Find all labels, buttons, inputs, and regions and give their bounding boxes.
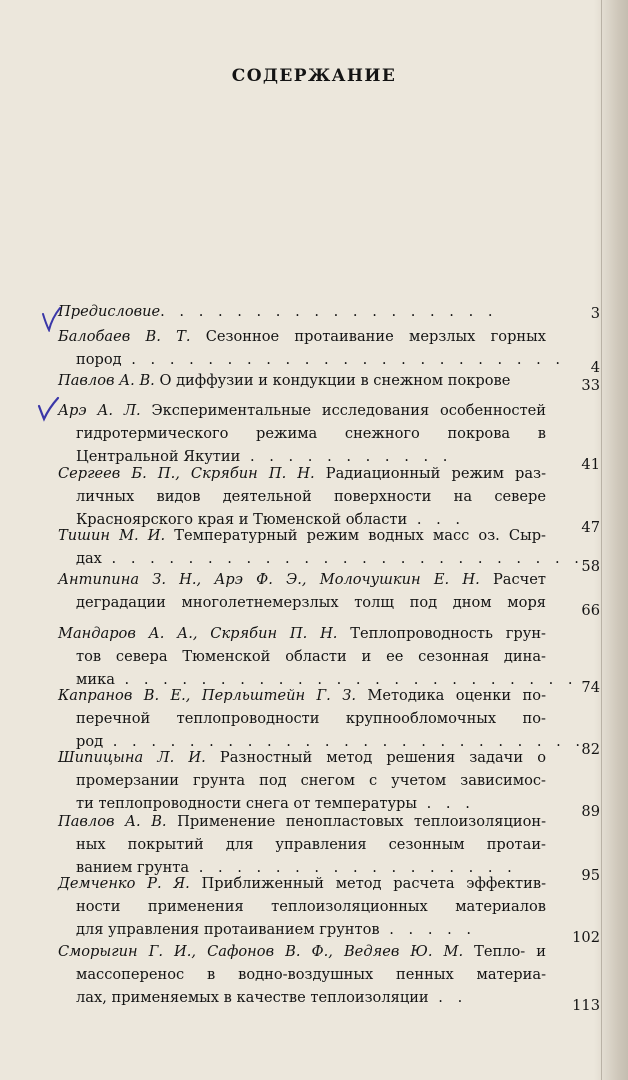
toc-entry-line <box>58 300 558 323</box>
toc-title-text: О диффузии и кондукции в снежном покрове <box>154 372 511 389</box>
pen-checkmark <box>36 396 60 422</box>
toc-author: Демченко Р. Я. <box>58 875 190 892</box>
page-title: СОДЕРЖАНИЕ <box>231 66 397 86</box>
toc-entry-line <box>58 645 546 668</box>
toc-title-text: Экспериментальные исследования особенностей <box>140 402 547 419</box>
toc-title-text: Тепло- и <box>463 943 546 960</box>
toc-entry-line <box>58 485 546 508</box>
toc-entry-line <box>58 895 546 918</box>
toc-leader-dots: . . . . . . . . . . . . . . . . . . <box>160 303 498 320</box>
toc-title-text: Расчет <box>479 571 546 588</box>
toc-entry <box>58 568 558 614</box>
pen-checkmark <box>40 306 62 332</box>
toc-entry <box>58 810 558 879</box>
toc-title-text: перечной теплопроводности крупнообломочных по- <box>76 710 546 727</box>
toc-entry-line <box>58 369 558 392</box>
toc-entry-line <box>58 940 546 963</box>
toc-title-text: Методика оценки по- <box>355 687 546 704</box>
toc-title-text: Разностный метод решения задачи о <box>205 749 546 766</box>
toc-title-text: ности применения теплоизоляционных материалов <box>76 898 546 915</box>
toc-author: Тишин М. И. <box>58 527 166 544</box>
toc-entry-line <box>58 524 546 547</box>
toc-entry-line <box>58 963 546 986</box>
toc-entry-line <box>58 591 546 614</box>
toc-entry-line <box>58 547 584 570</box>
toc-title-text: Радиационный режим раз- <box>314 465 546 482</box>
toc-title-text: ных покрытий для управления сезонным протаи- <box>76 836 546 853</box>
toc-title-text: ти теплопроводности снега от температуры <box>76 795 418 812</box>
toc-title-text: дах <box>76 550 102 567</box>
toc-title-text: мика <box>76 671 115 688</box>
toc-leader-dots: . . . <box>417 795 475 812</box>
toc-page-number: 47 <box>581 519 600 536</box>
toc-entry-line <box>58 325 546 348</box>
toc-title-text: род <box>76 733 104 750</box>
toc-entry-line <box>58 684 546 707</box>
toc-page-number: 95 <box>581 867 600 884</box>
toc-entry-line <box>58 918 558 941</box>
toc-page-number: 33 <box>581 377 600 394</box>
toc-entry-line <box>58 769 546 792</box>
toc-title-text: Центральной Якутии <box>76 448 241 465</box>
toc-page-number: 41 <box>581 456 600 473</box>
toc-title-text: Красноярского края и Тюменской области <box>76 511 408 528</box>
toc-entry-line <box>58 833 546 856</box>
toc-page-number: 66 <box>581 602 600 619</box>
toc-entry <box>58 746 558 815</box>
toc-entry <box>58 399 558 468</box>
toc-entry-line <box>58 622 546 645</box>
toc-author: Балобаев В. Т. <box>58 328 191 345</box>
toc-entry-line <box>58 746 546 769</box>
toc-page-number: 113 <box>572 997 600 1014</box>
toc-leader-dots: . . . . . . . . . . . <box>240 448 453 465</box>
toc-page-number: 102 <box>572 929 600 946</box>
toc-author: Сергеев Б. П., Скрябин П. Н. <box>58 465 315 482</box>
toc-title-text: тов севера Тюменской области и ее сезонная дина- <box>76 648 546 665</box>
toc-title-text: Температурный режим водных масс оз. Сыр- <box>165 527 546 544</box>
toc-title-text: ванием грунта <box>76 859 190 876</box>
toc-entry <box>58 684 586 753</box>
toc-author: Антипина З. Н., Арэ Ф. Э., Молочушкин Е. Н. <box>58 571 480 588</box>
toc-author: Предисловие <box>58 303 161 320</box>
toc-entry <box>58 872 558 941</box>
toc-title-text: Сезонное протаивание мерзлых горных <box>190 328 546 345</box>
toc-entry <box>58 369 558 392</box>
toc-entry-line <box>58 462 546 485</box>
toc-leader-dots: . . . . . . . . . . . . . . . . . . . . . . . . . <box>101 550 584 567</box>
toc-entry-line <box>58 422 546 445</box>
toc-page-number: 82 <box>581 741 600 758</box>
toc-title-text: личных видов деятельной поверхности на севере <box>76 488 546 505</box>
toc-title-text: массоперенос в водно-воздушных пенных материа- <box>76 966 546 983</box>
toc-entry <box>58 940 558 1009</box>
toc-author: Арэ А. Л. <box>58 402 141 419</box>
toc-author: Павлов А. В. <box>58 372 155 389</box>
toc-entry <box>58 524 584 570</box>
toc-leader-dots: . . . . . . . . . . . . . . . . . . . . . . . <box>121 351 566 368</box>
toc-title-text: гидротермического режима снежного покрова в <box>76 425 546 442</box>
toc-page-number: 89 <box>581 803 600 820</box>
toc-leader-dots: . . . . . . . . . . . . . . . . . <box>189 859 517 876</box>
toc-entry <box>58 300 558 323</box>
toc-entry <box>58 622 578 691</box>
toc-leader-dots: . . . . . <box>379 921 477 938</box>
toc-author: Шипицына Л. И. <box>58 749 206 766</box>
toc-entry-line <box>58 348 566 371</box>
toc-title-text: Применение пенопластовых теплоизоляцион- <box>166 813 547 830</box>
toc-entry-line <box>58 986 558 1009</box>
toc-leader-dots: . . <box>428 989 468 1006</box>
toc-author: Капранов В. Е., Перльштейн Г. З. <box>58 687 356 704</box>
toc-author: Сморыгин Г. И., Сафонов В. Ф., Ведяев Ю. М. <box>58 943 464 960</box>
toc-entry <box>58 325 566 371</box>
toc-entry-line <box>58 872 546 895</box>
toc-page-number: 74 <box>581 679 600 696</box>
toc-title-text: лах, применяемых в качестве теплоизоляции <box>76 989 429 1006</box>
toc-author: Мандаров А. А., Скрябин П. Н. <box>58 625 338 642</box>
toc-leader-dots: . . . . . . . . . . . . . . . . . . . . . . . . <box>114 671 578 688</box>
toc-leader-dots: . . . <box>407 511 466 528</box>
toc-title-text: для управления протаиванием грунтов <box>76 921 380 938</box>
toc-title-text: деградации многолетнемерзлых толщ под дном моря <box>76 594 546 611</box>
toc-title-text: промерзании грунта под снегом с учетом зависимос- <box>76 772 546 789</box>
toc-entry-line <box>58 707 546 730</box>
toc-entry <box>58 462 558 531</box>
toc-author: Павлов А. В. <box>58 813 167 830</box>
toc-page-number: 4 <box>590 359 600 376</box>
toc-page-number: 3 <box>590 305 600 322</box>
toc-entry-line <box>58 568 546 591</box>
toc-title-text: пород <box>76 351 122 368</box>
toc-leader-dots: . . . . . . . . . . . . . . . . . . . . . . . . . <box>103 733 586 750</box>
toc-entry-line <box>58 810 546 833</box>
toc-title-text: Приближенный метод расчета эффектив- <box>189 875 547 892</box>
toc-entry-line <box>58 399 546 422</box>
toc-page-number: 58 <box>581 558 600 575</box>
toc-title-text: Теплопроводность грун- <box>337 625 546 642</box>
